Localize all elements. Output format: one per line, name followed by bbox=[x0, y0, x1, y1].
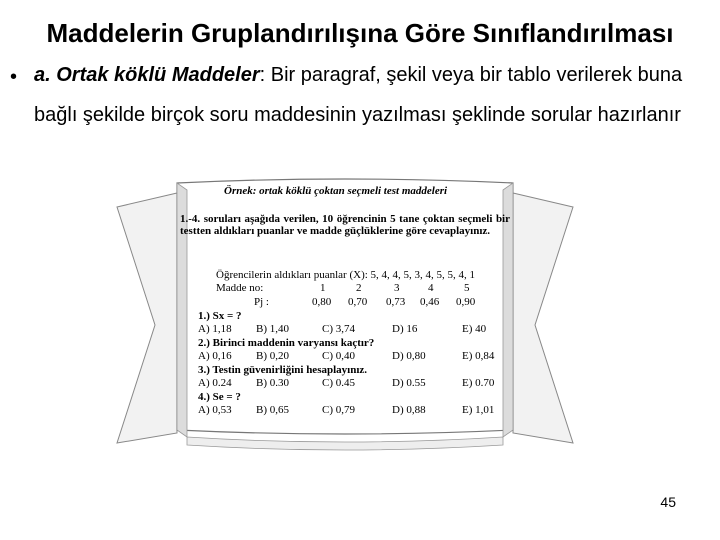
answer-option: D) 16 bbox=[392, 323, 418, 335]
example-intro: 1.-4. soruları aşağıda verilen, 10 öğrencinin 5 tane çoktan seçmeli bir testten aldıkları puanlar ve madde güçlüklerine göre cevaplayınız. bbox=[180, 213, 510, 237]
answer-option: B) 0.30 bbox=[256, 377, 289, 389]
answer-option: B) 0,65 bbox=[256, 404, 289, 416]
bullet-lead: a. Ortak köklü Maddeler bbox=[34, 64, 260, 86]
page-number: 45 bbox=[660, 494, 676, 510]
answer-option: B) 0,20 bbox=[256, 350, 289, 362]
answer-option: D) 0.55 bbox=[392, 377, 426, 389]
item-number: 1 bbox=[320, 282, 326, 294]
answer-option: A) 0,16 bbox=[198, 350, 232, 362]
answer-option: C) 0.45 bbox=[322, 377, 355, 389]
example-heading: Örnek: ortak köklü çoktan seçmeli test maddeleri bbox=[224, 185, 448, 197]
question-text: 3.) Testin güvenirliğini hesaplayınız. bbox=[198, 364, 368, 376]
item-label: Madde no: bbox=[216, 282, 264, 294]
answer-option: A) 0,53 bbox=[198, 404, 232, 416]
item-number: 3 bbox=[394, 282, 400, 294]
scores-line: Öğrencilerin aldıkları puanlar (X): 5, 4, 4, 5, 3, 4, 5, 5, 4, 1 bbox=[216, 269, 476, 281]
answer-option: E) 0,84 bbox=[462, 350, 495, 362]
answer-option: E) 1,01 bbox=[462, 404, 495, 416]
answer-option: B) 1,40 bbox=[256, 323, 289, 335]
pj-value: 0,73 bbox=[386, 296, 406, 308]
pj-value: 0,70 bbox=[348, 296, 368, 308]
bullet-text-line2: bağlı şekilde birçok soru maddesinin yazılması şeklinde sorular hazırlanır bbox=[34, 104, 681, 126]
item-number: 4 bbox=[428, 282, 434, 294]
answer-option: C) 0,40 bbox=[322, 350, 355, 362]
item-number: 5 bbox=[464, 282, 470, 294]
answer-option: C) 3,74 bbox=[322, 323, 355, 335]
pj-value: 0,46 bbox=[420, 296, 440, 308]
question-text: 1.) Sx = ? bbox=[198, 310, 242, 322]
answer-option: A) 0.24 bbox=[198, 377, 232, 389]
answer-option: D) 0,80 bbox=[392, 350, 426, 362]
answer-option: E) 0.70 bbox=[462, 377, 495, 389]
slide-title: Maddelerin Gruplandırılışına Göre Sınıflandırılması bbox=[46, 18, 674, 48]
answer-option: D) 0,88 bbox=[392, 404, 426, 416]
question-text: 2.) Birinci maddenin varyansı kaçtır? bbox=[198, 337, 375, 349]
answer-option: C) 0,79 bbox=[322, 404, 355, 416]
answer-option: E) 40 bbox=[462, 323, 487, 335]
pj-label: Pj : bbox=[254, 296, 269, 308]
answer-option: A) 1,18 bbox=[198, 323, 232, 335]
bullet-text-line1 bbox=[34, 64, 682, 87]
question-text: 4.) Se = ? bbox=[198, 391, 241, 403]
item-number: 2 bbox=[356, 282, 362, 294]
pj-value: 0,80 bbox=[312, 296, 332, 308]
bullet-rest: : Bir paragraf, şekil veya bir tablo verilerek buna bbox=[259, 64, 683, 86]
bullet-dot: • bbox=[10, 66, 18, 88]
pj-value: 0,90 bbox=[456, 296, 476, 308]
